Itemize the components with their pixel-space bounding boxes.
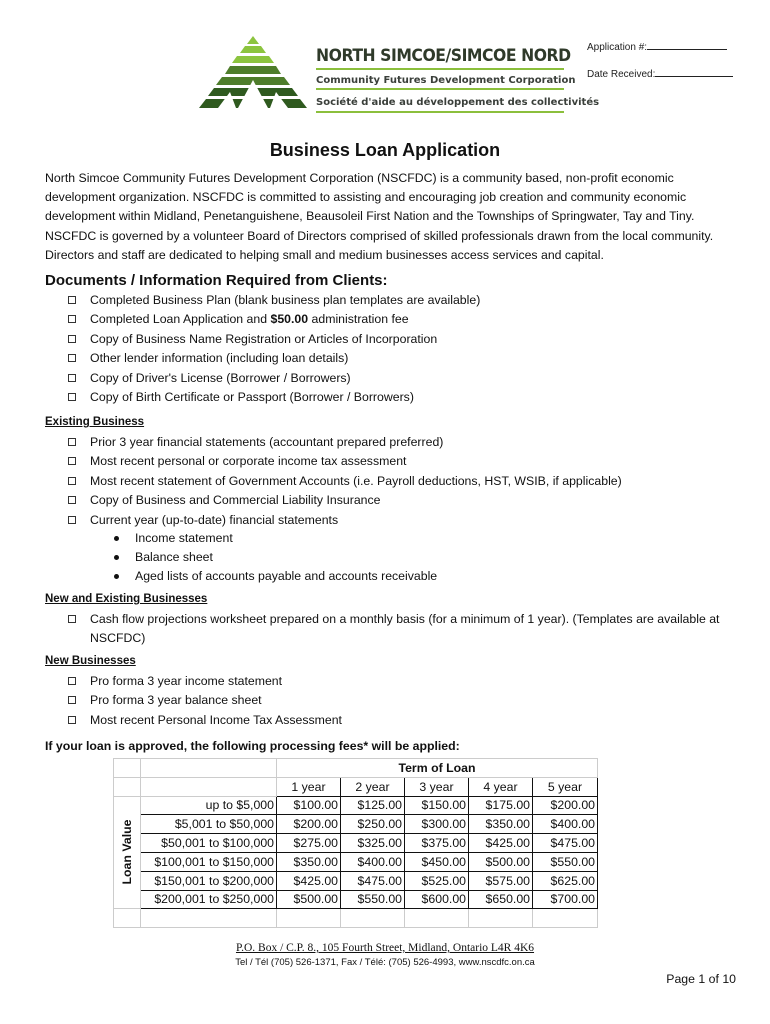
page-number: Page 1 of 10 bbox=[666, 972, 736, 986]
checkbox[interactable] bbox=[68, 374, 76, 382]
intro-paragraph-2: NSCFDC is governed by a volunteer Board of Directors comprised of skilled professionals drawn from the local community. Directors and staff are dedicated to helping small and medium businesses access services and capital. bbox=[45, 229, 714, 262]
fee-cell: $550.00 bbox=[341, 890, 405, 909]
fee-cell: $600.00 bbox=[405, 890, 469, 909]
divider bbox=[316, 88, 564, 90]
divider bbox=[316, 111, 564, 113]
organization-subtitle-fr: Société d'aide au développement des collectivités bbox=[316, 97, 600, 108]
list-item[interactable]: Most recent personal or corporate income tax assessment bbox=[68, 452, 748, 471]
table-row bbox=[114, 834, 598, 853]
table-row bbox=[114, 909, 598, 928]
loan-range: $200,001 to $250,000 bbox=[141, 890, 277, 909]
new-and-existing-checklist bbox=[68, 610, 738, 649]
existing-business-checklist bbox=[68, 433, 748, 530]
list-item[interactable]: Copy of Driver's License (Borrower / Borrowers) bbox=[68, 369, 748, 388]
list-item[interactable]: Copy of Business and Commercial Liability Insurance bbox=[68, 491, 748, 510]
fee-cell: $400.00 bbox=[341, 852, 405, 871]
term-header: 4 year bbox=[469, 777, 533, 796]
fee-cell: $275.00 bbox=[277, 834, 341, 853]
organization-subtitle-en: Community Futures Development Corporation bbox=[316, 75, 576, 86]
list-item[interactable]: Most recent Personal Income Tax Assessment bbox=[68, 711, 748, 730]
fee-cell: $375.00 bbox=[405, 834, 469, 853]
checkbox[interactable] bbox=[68, 296, 76, 304]
fee-cell: $525.00 bbox=[405, 871, 469, 890]
checkbox[interactable] bbox=[68, 677, 76, 685]
checkbox[interactable] bbox=[68, 393, 76, 401]
checkbox[interactable] bbox=[68, 457, 76, 465]
fee-cell: $100.00 bbox=[277, 796, 341, 815]
term-header: 2 year bbox=[341, 777, 405, 796]
divider bbox=[316, 68, 564, 70]
documents-checklist bbox=[68, 291, 748, 407]
loan-range: $5,001 to $50,000 bbox=[141, 815, 277, 834]
checkbox[interactable] bbox=[68, 696, 76, 704]
term-header: 3 year bbox=[405, 777, 469, 796]
fee-cell: $425.00 bbox=[469, 834, 533, 853]
date-received-label: Date Received: bbox=[587, 69, 656, 80]
table-row bbox=[114, 777, 598, 796]
bullet-icon bbox=[114, 555, 119, 560]
fee-cell: $500.00 bbox=[469, 852, 533, 871]
list-item[interactable]: Cash flow projections worksheet prepared on a monthly basis (for a minimum of 1 year). (Templates are available at NSCFDC) bbox=[68, 610, 738, 649]
loan-range: up to $5,000 bbox=[141, 796, 277, 815]
checkbox[interactable] bbox=[68, 477, 76, 485]
list-item[interactable]: Pro forma 3 year income statement bbox=[68, 672, 748, 691]
fee-cell: $475.00 bbox=[533, 834, 598, 853]
list-item[interactable]: Copy of Business Name Registration or Articles of Incorporation bbox=[68, 330, 748, 349]
fee-cell: $350.00 bbox=[277, 852, 341, 871]
checkbox[interactable] bbox=[68, 438, 76, 446]
processing-fees-table bbox=[113, 758, 598, 928]
checkbox[interactable] bbox=[68, 315, 76, 323]
checkbox[interactable] bbox=[68, 335, 76, 343]
fee-cell: $400.00 bbox=[533, 815, 598, 834]
fee-cell: $475.00 bbox=[341, 871, 405, 890]
page-title: Business Loan Application bbox=[269, 140, 501, 160]
loan-range: $150,001 to $200,000 bbox=[141, 871, 277, 890]
list-item[interactable]: Completed Loan Application and $50.00 administration fee bbox=[68, 310, 748, 329]
organization-name: NORTH SIMCOE/SIMCOE NORD bbox=[316, 46, 571, 66]
fee-cell: $625.00 bbox=[533, 871, 598, 890]
list-item: Aged lists of accounts payable and accounts receivable bbox=[114, 567, 437, 586]
fee-cell: $300.00 bbox=[405, 815, 469, 834]
list-item[interactable]: Pro forma 3 year balance sheet bbox=[68, 691, 748, 710]
list-item[interactable]: Other lender information (including loan details) bbox=[68, 349, 748, 368]
footer-contact: Tel / Tél (705) 526-1371, Fax / Télé: (705) 526-4993, www.nscdfc.on.ca bbox=[235, 957, 535, 968]
fee-cell: $550.00 bbox=[533, 852, 598, 871]
fee-cell: $150.00 bbox=[405, 796, 469, 815]
table-row bbox=[114, 871, 598, 890]
new-and-existing-heading: New and Existing Businesses bbox=[45, 593, 208, 605]
intro-paragraph-1: North Simcoe Community Futures Development Corporation (NSCFDC) is a community based, non-profit economic development organization. NSCFDC is committed to assisting and encouraging job creation and community economic development within Midland, Penetanguishene, Beausoleil First Nation and the Townships of Springwater, Tay and Tiny. bbox=[45, 171, 695, 223]
existing-business-heading: Existing Business bbox=[45, 416, 145, 428]
table-row bbox=[114, 796, 598, 815]
list-item: Income statement bbox=[114, 529, 437, 548]
list-item[interactable]: Most recent statement of Government Accounts (i.e. Payroll deductions, HST, WSIB, if applicable) bbox=[68, 472, 748, 491]
financial-statements-sublist bbox=[114, 529, 437, 586]
fee-cell: $425.00 bbox=[277, 871, 341, 890]
documents-heading: Documents / Information Required from Clients: bbox=[45, 272, 388, 289]
term-header: 1 year bbox=[277, 777, 341, 796]
fee-cell: $650.00 bbox=[469, 890, 533, 909]
list-item[interactable]: Prior 3 year financial statements (accountant prepared preferred) bbox=[68, 433, 748, 452]
fee-cell: $325.00 bbox=[341, 834, 405, 853]
fee-cell: $450.00 bbox=[405, 852, 469, 871]
loan-range: $50,001 to $100,000 bbox=[141, 834, 277, 853]
admin-fee-amount: $50.00 bbox=[270, 312, 309, 327]
fee-cell: $250.00 bbox=[341, 815, 405, 834]
term-header: 5 year bbox=[533, 777, 598, 796]
list-item: Balance sheet bbox=[114, 548, 437, 567]
table-row bbox=[114, 759, 598, 778]
new-businesses-heading: New Businesses bbox=[45, 655, 136, 667]
application-number-label: Application #: bbox=[587, 42, 648, 53]
list-item[interactable]: Completed Business Plan (blank business plan templates are available) bbox=[68, 291, 748, 310]
table-row bbox=[114, 890, 598, 909]
application-number-field[interactable] bbox=[587, 40, 727, 53]
checkbox[interactable] bbox=[68, 615, 76, 623]
organization-logo bbox=[196, 34, 311, 112]
loan-value-header: Loan Value bbox=[114, 796, 141, 909]
table-row bbox=[114, 815, 598, 834]
fee-cell: $350.00 bbox=[469, 815, 533, 834]
checkbox[interactable] bbox=[68, 496, 76, 504]
list-item[interactable]: Copy of Birth Certificate or Passport (Borrower / Borrowers) bbox=[68, 388, 748, 407]
term-of-loan-header: Term of Loan bbox=[277, 759, 598, 778]
checkbox[interactable] bbox=[68, 716, 76, 724]
fees-heading: If your loan is approved, the following processing fees* will be applied: bbox=[45, 739, 460, 753]
fee-cell: $700.00 bbox=[533, 890, 598, 909]
checkbox[interactable] bbox=[68, 516, 76, 524]
footer-address: P.O. Box / C.P. 8., 105 Fourth Street, Midland, Ontario L4R 4K6 bbox=[235, 942, 535, 954]
fee-cell: $500.00 bbox=[277, 890, 341, 909]
organization-name-block bbox=[316, 46, 600, 113]
bullet-icon bbox=[114, 536, 119, 541]
fee-cell: $175.00 bbox=[469, 796, 533, 815]
loan-range: $100,001 to $150,000 bbox=[141, 852, 277, 871]
bullet-icon bbox=[114, 574, 119, 579]
table-row bbox=[114, 852, 598, 871]
fee-cell: $200.00 bbox=[277, 815, 341, 834]
fee-cell: $125.00 bbox=[341, 796, 405, 815]
fee-cell: $200.00 bbox=[533, 796, 598, 815]
list-item[interactable]: Current year (up-to-date) financial statements bbox=[68, 511, 748, 530]
new-businesses-checklist bbox=[68, 672, 748, 730]
fee-cell: $575.00 bbox=[469, 871, 533, 890]
date-received-field[interactable] bbox=[587, 67, 733, 80]
checkbox[interactable] bbox=[68, 354, 76, 362]
